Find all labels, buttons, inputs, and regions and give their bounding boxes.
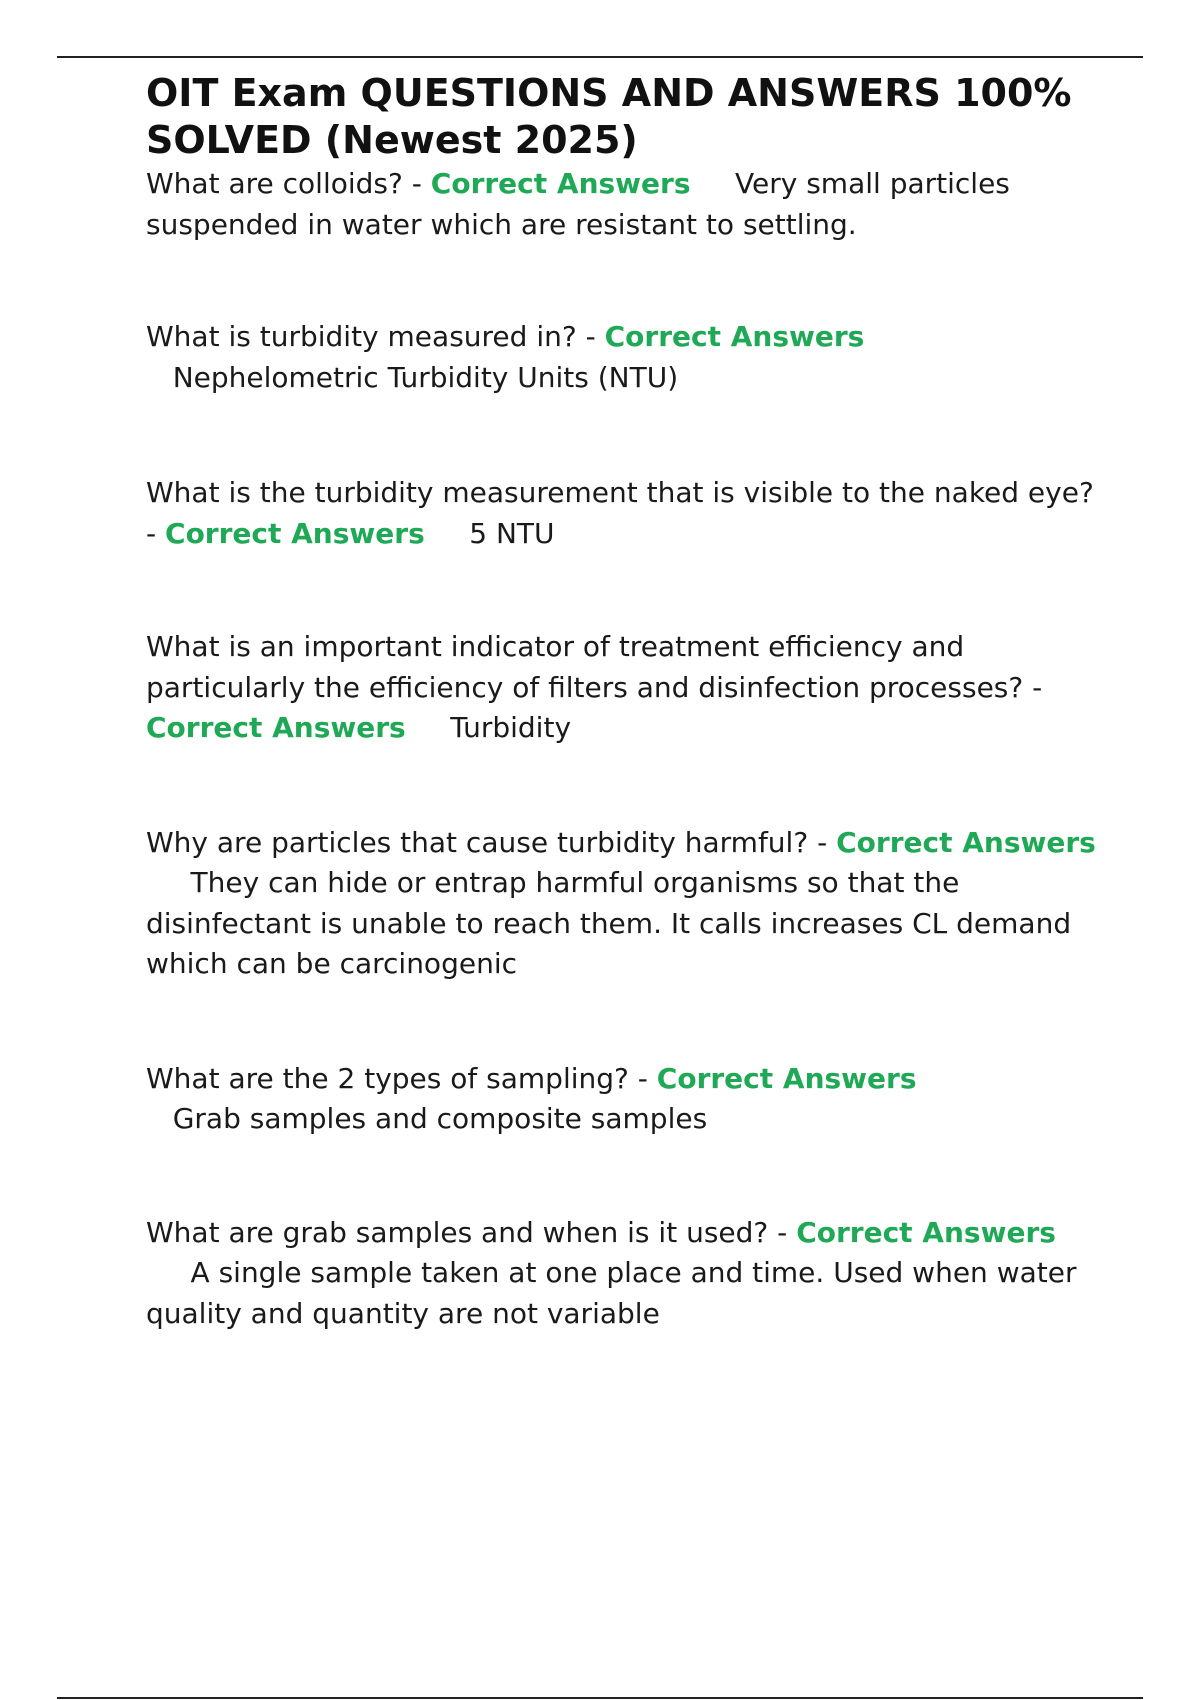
qa-item-particles-harmful [146, 823, 1101, 985]
qa-item-colloids [146, 164, 1101, 245]
qa-item-turbidity-units [146, 317, 1101, 398]
question-text: What is the turbidity measurement that is visible to the naked eye? - [146, 476, 1094, 550]
correct-answers-label: Correct Answers [146, 711, 406, 744]
answer-text: 5 NTU [469, 516, 555, 550]
question-text: What are colloids? - [146, 167, 431, 200]
question-text: Why are particles that cause turbidity harmful? - [146, 825, 837, 859]
top-rule [57, 56, 1143, 58]
answer-text: Nephelometric Turbidity Units (NTU) [172, 360, 679, 394]
qa-item-sampling-types [146, 1059, 1101, 1140]
correct-answers-label: Correct Answers [656, 1061, 917, 1095]
bottom-rule [57, 1697, 1143, 1699]
question-text: What is an important indicator of treatment efficiency and particularly the efficiency of filters and disinfection processes? - [146, 630, 1043, 704]
correct-answers-label: Correct Answers [430, 167, 691, 200]
qa-item-grab-samples [146, 1213, 1101, 1335]
answer-text: They can hide or entrap harmful organisms so that the disinfectant is unable to reach them. It calls increases CL demand which can be carcinogenic [146, 866, 1072, 980]
answer-text: A single sample taken at one place and time. Used when water quality and quantity are not variable [146, 1256, 1077, 1330]
qa-item-visible-turbidity [146, 473, 1101, 554]
document-body [146, 70, 1101, 1334]
question-text: What are the 2 types of sampling? - [146, 1061, 657, 1095]
answer-text: Very small particles suspended in water which are resistant to settling. [146, 167, 1010, 241]
qa-item-treatment-indicator [146, 627, 1101, 749]
correct-answers-label: Correct Answers [165, 516, 425, 550]
answer-text: Turbidity [450, 711, 572, 744]
document-title: OIT Exam QUESTIONS AND ANSWERS 100% SOLVED (Newest 2025) [146, 71, 1072, 162]
correct-answers-label: Correct Answers [796, 1215, 1056, 1249]
correct-answers-label: Correct Answers [836, 825, 1096, 859]
answer-text: Grab samples and composite samples [172, 1102, 708, 1135]
question-text: What are grab samples and when is it used? - [146, 1215, 797, 1249]
question-text: What is turbidity measured in? - [146, 320, 605, 353]
correct-answers-label: Correct Answers [604, 320, 865, 353]
